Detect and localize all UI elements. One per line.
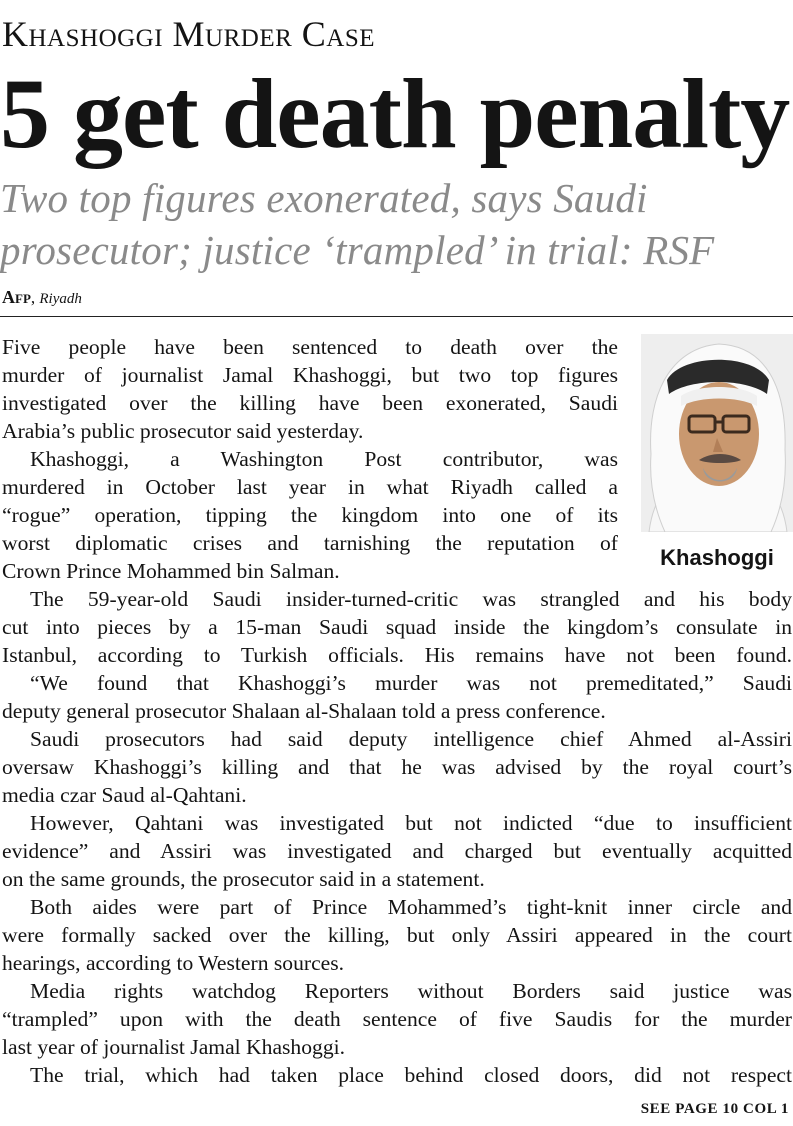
body-line: “trampled” upon with the death sentence of five Saudis for the murder [2,1007,792,1031]
body-line: cut into pieces by a 15-man Saudi squad inside the kingdom’s consulate in [2,615,792,639]
byline-place: Riyadh [39,291,82,307]
body-line: “We found that Khashoggi’s murder was not premeditated,” Saudi [30,671,792,695]
body-line: were formally sacked over the killing, but only Assiri appeared in the court [2,923,792,947]
body-line: However, Qahtani was investigated but not indicted “due to insufficient [30,811,792,835]
photo-caption: Khashoggi [660,545,774,570]
article-body [2,333,792,1089]
byline-agency: Afp [2,287,31,307]
body-line: The 59-year-old Saudi insider-turned-critic was strangled and his body [30,587,792,611]
body-line: “rogue” operation, tipping the kingdom into one of its [2,503,618,527]
continuation-note: SEE PAGE 10 COL 1 [640,1101,789,1117]
deck-line: prosecutor; justice ‘trampled’ in trial: RSF [0,227,715,273]
byline [2,286,82,310]
body-line: oversaw Khashoggi’s killing and that he was advised by the royal court’s [2,755,792,779]
body-line: murdered in October last year in what Riyadh called a [2,475,618,499]
body-line: Saudi prosecutors had said deputy intelligence chief Ahmed al-Assiri [30,727,792,751]
body-line: Crown Prince Mohammed bin Salman. [2,559,340,583]
deck-line: Two top figures exonerated, says Saudi [0,175,648,221]
body-line: on the same grounds, the prosecutor said in a statement. [2,867,485,891]
body-line: hearings, according to Western sources. [2,951,345,975]
body-line: The trial, which had taken place behind closed doors, did not respect [30,1063,792,1087]
body-line: Arabia’s public prosecutor said yesterday. [2,419,364,443]
byline-comma: , [30,288,40,307]
body-line: Istanbul, according to Turkish officials. His remains have not been found. [2,643,792,667]
body-line: media czar Saud al-Qahtani. [2,783,247,807]
body-line: murder of journalist Jamal Khashoggi, but two top figures [2,363,618,387]
deck [0,172,793,276]
body-line: investigated over the killing have been exonerated, Saudi [2,391,618,415]
body-line: last year of journalist Jamal Khashoggi. [2,1035,346,1059]
body-line: evidence” and Assiri was investigated and charged but eventually acquitted [2,839,792,863]
body-line: Khashoggi, a Washington Post contributor, was [30,447,618,471]
headline: 5 get death penalty [0,58,790,169]
body-line: Five people have been sentenced to death over the [2,335,618,359]
byline-rule [0,316,793,317]
body-line: worst diplomatic crises and tarnishing the reputation of [2,531,618,555]
kicker: Khashoggi Murder Case [2,14,376,54]
body-line: Both aides were part of Prince Mohammed’s tight-knit inner circle and [30,895,792,919]
body-line: Media rights watchdog Reporters without Borders said justice was [30,979,792,1003]
body-line: deputy general prosecutor Shalaan al-Shalaan told a press conference. [2,699,606,723]
